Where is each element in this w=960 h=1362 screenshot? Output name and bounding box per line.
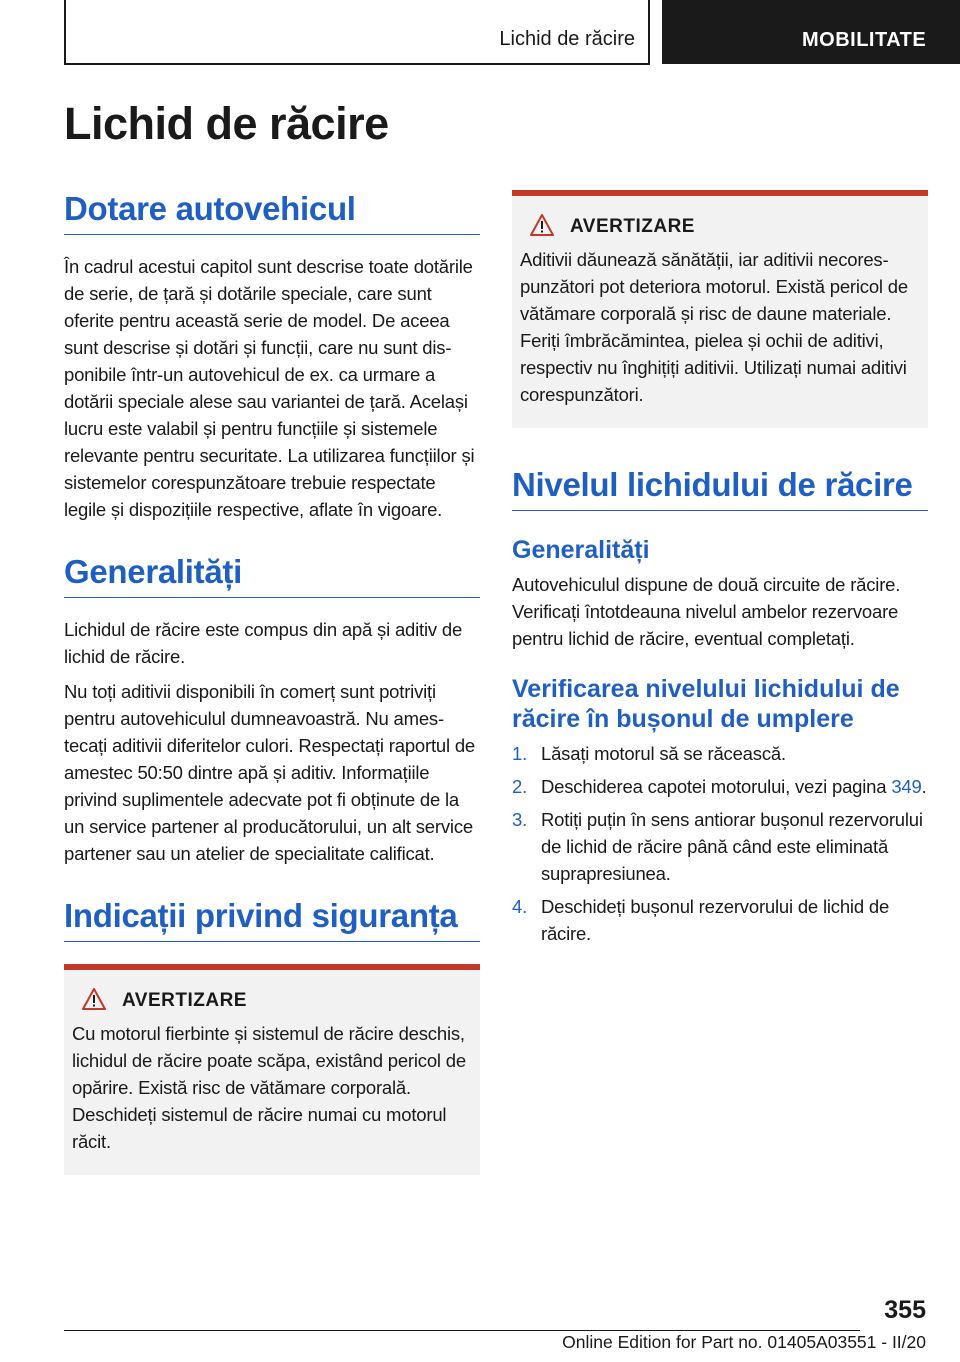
paragraph-generalitati-2: Nu toți aditivii disponibili în comerț sunt potriviți pentru autovehiculul dumneavoastră. Nu amestecați aditivii diferitelor culori. Respectați raportul de amestec 50:50 dintre apă și aditiv. Informațiile privind suplimentele adecvate pot fi obținute de la un service partener al producătorului, un alt service partener sau un atelier de specialitate calificat. — [64, 681, 476, 864]
subheading-generalitati: Generalități — [512, 536, 650, 564]
steps-list — [512, 740, 928, 947]
footer-rule — [64, 1330, 860, 1331]
step-text-after: . — [921, 776, 927, 797]
subheading-verificare: Verificarea nivelului lichidului de răcire în bușonul de umplere — [512, 675, 900, 733]
step-text: Deschiderea capotei motorului, vezi pagina — [541, 776, 892, 797]
warning-triangle-icon — [72, 988, 120, 1014]
header-left-rule — [64, 0, 66, 64]
heading-nivel: Nivelul lichidului de răcire — [512, 466, 928, 511]
step-text: Deschideți bușonul rezervorului de lichid de răcire. — [541, 896, 890, 944]
step-number: 4. — [512, 896, 528, 917]
warning-label: AVERTIZARE — [122, 990, 247, 1011]
header-bottom-rule — [64, 63, 650, 65]
page-link[interactable]: 349 — [891, 776, 922, 797]
left-column — [64, 190, 480, 1175]
page-header — [0, 0, 960, 66]
paragraph-dotare: În cadrul acestui capitol sunt descrise toate dotările de serie, de țară și dotările speciale, care sunt oferite pentru această serie de model. De aceea sunt descrise și dotări și funcții, care nu sunt disponibile într-un autovehicul de ex. ca urmare a dotării speciale alese sau variantei de țară. Același lucru este valabil și pentru funcțiile și sistemele relevante pentru securitate. La utilizarea funcțiilor și sistemelor corespunzătoare trebuie respectate legile și dispozițiile respective, aflate în vigoare. — [64, 256, 475, 520]
step-number: 2. — [512, 776, 528, 797]
heading-generalitati: Generalități — [64, 553, 480, 598]
step-number: 1. — [512, 743, 528, 764]
footer-edition: Online Edition for Part no. 01405A03551 - II/20 — [562, 1332, 926, 1352]
header-chapter-tab: MOBILITATE — [662, 0, 960, 64]
page-title: Lichid de răcire — [64, 98, 389, 149]
warning-header — [520, 214, 920, 240]
warning-header — [72, 988, 472, 1014]
step-text: Rotiți puțin în sens antiorar bușonul rezervorului de lichid de răcire până când este eliminată suprapresiunea. — [541, 809, 923, 884]
warning-text: Aditivii dăunează sănătății, iar aditivii necorespunzători pot deteriora motorul. Există pericol de vătămare corporală și risc de daune materiale. Feriți îmbrăcămintea, pielea și ochii de aditivi, respectiv nu înghițiți aditivii. Utilizați numai aditivi corespunzători. — [520, 249, 908, 405]
header-section-title: Lichid de răcire — [499, 28, 635, 50]
paragraph-generalitati-1: Lichidul de răcire este compus din apă și aditiv de lichid de răcire. — [64, 619, 463, 667]
step-text: Lăsați motorul să se răcească. — [541, 743, 786, 764]
warning-triangle-icon — [520, 214, 568, 240]
warning-label: AVERTIZARE — [570, 216, 695, 237]
paragraph-nivel-general: Autovehiculul dispune de două circuite de răcire. Verificați întotdeauna nivelul ambelor rezervoare pentru lichid de răcire, eventual completați. — [512, 574, 901, 649]
header-separator — [648, 0, 650, 64]
warning-box-right — [512, 190, 928, 428]
list-item — [512, 773, 928, 800]
heading-dotare: Dotare autovehicul — [64, 190, 480, 235]
list-item — [512, 893, 928, 947]
list-item — [512, 806, 928, 887]
heading-siguranta: Indicații privind siguranța — [64, 897, 480, 942]
warning-box-left — [64, 964, 480, 1175]
warning-text: Cu motorul fierbinte și sistemul de răcire deschis, lichidul de răcire poate scăpa, existând pericol de opărire. Există risc de vătămare corporală. Deschideți sistemul de răcire numai cu motorul răcit. — [72, 1023, 466, 1152]
step-number: 3. — [512, 809, 528, 830]
right-column — [512, 190, 928, 953]
list-item — [512, 740, 928, 767]
page-number: 355 — [884, 1296, 926, 1324]
